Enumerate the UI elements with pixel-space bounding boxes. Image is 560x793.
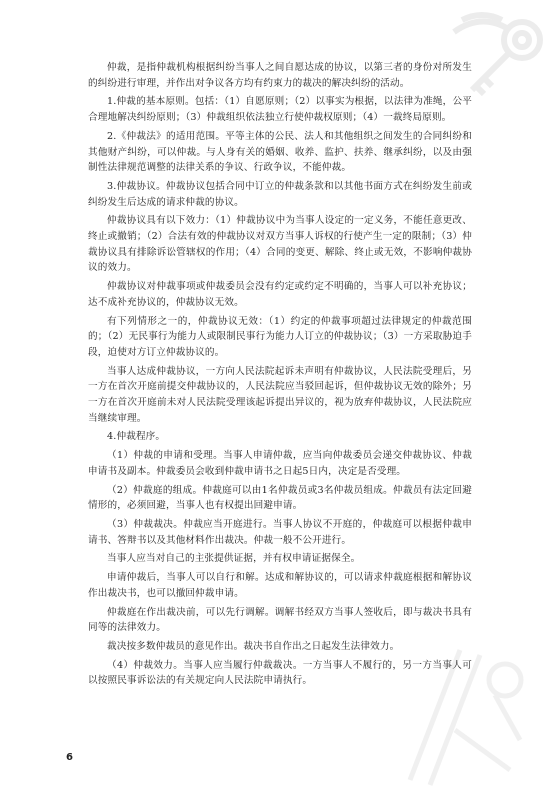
- document-body: [88, 60, 472, 692]
- paragraph-agreement: 3.仲裁协议。仲裁协议包括合同中订立的仲裁条款和以其他书面方式在纠纷发生前或纠纷发生后达成的请求仲裁的协议。: [88, 180, 472, 208]
- paragraph-award: （3）仲裁裁决。仲裁应当开庭进行。当事人协议不开庭的，仲裁庭可以根据仲裁申请书、答辩书以及其他材料作出裁决。仲裁一般不公开进行。: [88, 518, 472, 546]
- paragraph-principles: 1.仲裁的基本原则。包括：（1）自愿原则；（2）以事实为根据，以法律为准绳，公平合理地解决纠纷原则；（3）仲裁组织依法独立行使仲裁权原则；（4）一裁终局原则。: [88, 96, 472, 124]
- paragraph-agreement-effect: 仲裁协议具有以下效力：（1）仲裁协议中为当事人设定的一定义务，不能任意更改、终止或撤销；（2）合法有效的仲裁协议对双方当事人诉权的行使产生一定的限制；（3）仲裁协议具有排除诉讼管辖权的作用；（4）合同的变更、解除、终止或无效，不影响仲裁协议的效力。: [88, 215, 472, 274]
- paragraph-supplementary-agreement: 仲裁协议对仲裁事项或仲裁委员会没有约定或约定不明确的，当事人可以补充协议；达不成补充协议的，仲裁协议无效。: [88, 281, 472, 308]
- paragraph-procedure-heading: 4.仲裁程序。: [107, 431, 166, 443]
- paragraph-scope: 2.《仲裁法》的适用范围。平等主体的公民、法人和其他组织之间发生的合同纠纷和其他财产纠纷，可以仲裁。与人身有关的婚姻、收养、监护、扶养、继承纠纷，以及由强制性法律规范调整的法律关系的争议、行政争议，不能仲裁。: [88, 130, 472, 174]
- paragraph-majority: 裁决按多数仲裁员的意见作出。裁决书自作出之日起发生法律效力。: [107, 640, 400, 652]
- paragraph-mediation: 仲裁庭在作出裁决前，可以先行调解。调解书经双方当事人签收后，即与裁决书具有同等的法律效力。: [88, 606, 472, 634]
- paragraph-settlement: 申请仲裁后，当事人可以自行和解。达成和解协议的，可以请求仲裁庭根据和解协议作出裁决书，也可以撤回仲裁申请。: [88, 572, 472, 599]
- paragraph-enforcement: （4）仲裁效力。当事人应当履行仲裁裁决。一方当事人不履行的，另一方当事人可以按照民事诉讼法的有关规定向人民法院申请执行。: [88, 659, 472, 687]
- paragraph-application: （1）仲裁的申请和受理。当事人申请仲裁，应当向仲裁委员会递交仲裁协议、仲裁申请书及副本。仲裁委员会收到仲裁申请书之日起5日内，决定是否受理。: [88, 450, 472, 477]
- paragraph-court-jurisdiction: 当事人达成仲裁协议，一方向人民法院起诉未声明有仲裁协议，人民法院受理后，另一方在首次开庭前提交仲裁协议的，人民法院应当驳回起诉，但仲裁协议无效的除外；另一方在首次开庭前未对人民法院受理该起诉提出异议的，视为放弃仲裁协议，人民法院应当继续审理。: [88, 365, 472, 424]
- paragraph-tribunal: （2）仲裁庭的组成。仲裁庭可以由1名仲裁员或3名仲裁员组成。仲裁员有法定回避情形的，必须回避，当事人也有权提出回避申请。: [88, 484, 472, 512]
- paragraph-definition: 仲裁，是指仲裁机构根据纠纷当事人之间自愿达成的协议，以第三者的身份对所发生的纠纷进行审理，并作出对争议各方均有约束力的裁决的解决纠纷的活动。: [88, 62, 472, 89]
- page-number: 6: [66, 752, 73, 763]
- paragraph-evidence: 当事人应当对自己的主张提供证据，并有权申请证据保全。: [107, 553, 361, 565]
- paragraph-invalid-agreement: 有下列情形之一的，仲裁协议无效：（1）约定的仲裁事项超过法律规定的仲裁范围的；（2）无民事行为能力人或限制民事行为能力人订立的仲裁协议；（3）一方采取胁迫手段，迫使对方订立仲裁协议的。: [88, 315, 472, 358]
